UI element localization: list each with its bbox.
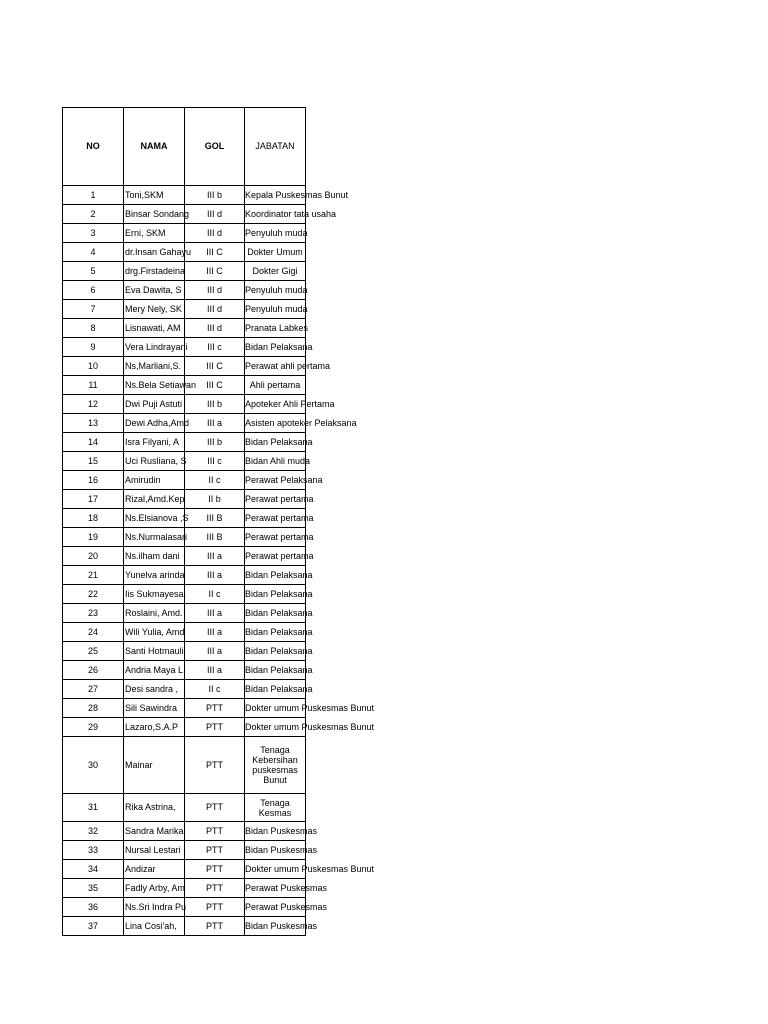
cell-jabatan bbox=[245, 737, 306, 794]
jabatan-text: Dokter umum Puskesmas Bunut bbox=[245, 702, 375, 713]
cell-gol: III a bbox=[185, 661, 245, 680]
cell-no: 16 bbox=[63, 471, 124, 490]
cell-jabatan bbox=[245, 205, 337, 224]
cell-nama: drg.Firstadeina bbox=[124, 262, 185, 281]
cell-no: 23 bbox=[63, 604, 124, 623]
cell-gol: III b bbox=[185, 433, 245, 452]
jabatan-text: Ahli pertama bbox=[249, 379, 301, 390]
cell-gol: PTT bbox=[185, 898, 245, 917]
cell-jabatan bbox=[245, 395, 335, 414]
table-row bbox=[63, 860, 306, 879]
cell-nama: Desi sandra , bbox=[124, 680, 185, 699]
cell-gol: III d bbox=[185, 205, 245, 224]
table-row bbox=[63, 566, 306, 585]
cell-nama: Roslaini, Amd. bbox=[124, 604, 185, 623]
header-jabatan: JABATAN bbox=[245, 108, 306, 186]
jabatan-text: Perawat pertama bbox=[245, 531, 314, 542]
cell-gol: PTT bbox=[185, 841, 245, 860]
table-row bbox=[63, 395, 306, 414]
cell-no: 28 bbox=[63, 699, 124, 718]
cell-nama: Dwi Puji Astuti bbox=[124, 395, 185, 414]
cell-no: 18 bbox=[63, 509, 124, 528]
table-row bbox=[63, 224, 306, 243]
table-row bbox=[63, 338, 306, 357]
cell-gol: III C bbox=[185, 376, 245, 395]
table-body bbox=[63, 186, 375, 936]
cell-nama: Ns.Bela Setiawan bbox=[124, 376, 185, 395]
cell-no: 22 bbox=[63, 585, 124, 604]
cell-no: 34 bbox=[63, 860, 124, 879]
cell-no: 30 bbox=[63, 737, 124, 794]
header-row bbox=[63, 108, 306, 186]
cell-no: 27 bbox=[63, 680, 124, 699]
jabatan-text: Bidan Puskesmas bbox=[245, 844, 318, 855]
cell-no: 8 bbox=[63, 319, 124, 338]
jabatan-text: Tenaga Kebersihan puskesmas Bunut bbox=[252, 745, 298, 785]
table-row bbox=[63, 243, 306, 262]
jabatan-text: Bidan Ahli muda bbox=[245, 455, 311, 466]
cell-no: 24 bbox=[63, 623, 124, 642]
table-row bbox=[63, 471, 306, 490]
cell-jabatan bbox=[245, 661, 313, 680]
table-row bbox=[63, 452, 306, 471]
cell-jabatan bbox=[245, 433, 313, 452]
cell-gol: III a bbox=[185, 414, 245, 433]
cell-no: 3 bbox=[63, 224, 124, 243]
cell-gol: PTT bbox=[185, 879, 245, 898]
cell-gol: PTT bbox=[185, 737, 245, 794]
cell-jabatan bbox=[245, 623, 313, 642]
table-row bbox=[63, 281, 306, 300]
staff-table-container bbox=[62, 107, 375, 936]
cell-jabatan bbox=[245, 604, 313, 623]
jabatan-text: Penyuluh muda bbox=[245, 227, 308, 238]
cell-gol: PTT bbox=[185, 699, 245, 718]
cell-nama: dr.Insan Gahayu bbox=[124, 243, 185, 262]
cell-gol: III c bbox=[185, 338, 245, 357]
jabatan-text: Bidan Pelaksana bbox=[245, 683, 313, 694]
cell-nama: Uci Rusliana, S bbox=[124, 452, 185, 471]
table-row bbox=[63, 642, 306, 661]
cell-no: 17 bbox=[63, 490, 124, 509]
jabatan-text: Bidan Pelaksana bbox=[245, 645, 313, 656]
table-row bbox=[63, 794, 306, 822]
cell-nama: Binsar Sondang bbox=[124, 205, 185, 224]
jabatan-text: Bidan Pelaksana bbox=[245, 569, 313, 580]
jabatan-text: Koordinator tata usaha bbox=[245, 208, 337, 219]
cell-jabatan bbox=[245, 357, 331, 376]
jabatan-text: Bidan Pelaksana bbox=[245, 588, 313, 599]
cell-no: 20 bbox=[63, 547, 124, 566]
cell-no: 19 bbox=[63, 528, 124, 547]
cell-jabatan bbox=[245, 822, 318, 841]
cell-nama: Dewi Adha,Amd bbox=[124, 414, 185, 433]
cell-no: 37 bbox=[63, 917, 124, 936]
cell-jabatan bbox=[245, 338, 313, 357]
cell-jabatan bbox=[245, 699, 375, 718]
cell-gol: III d bbox=[185, 319, 245, 338]
cell-nama: Rika Astrina, bbox=[124, 794, 185, 822]
cell-jabatan bbox=[245, 860, 375, 879]
cell-gol: PTT bbox=[185, 718, 245, 737]
cell-gol: III C bbox=[185, 357, 245, 376]
cell-nama: Toni,SKM bbox=[124, 186, 185, 205]
cell-gol: III a bbox=[185, 642, 245, 661]
cell-nama: Ns,Marliani,S. bbox=[124, 357, 185, 376]
cell-nama: Lina Cosi'ah, bbox=[124, 917, 185, 936]
table-row bbox=[63, 319, 306, 338]
jabatan-text: Tenaga Kesmas bbox=[258, 797, 292, 818]
cell-no: 33 bbox=[63, 841, 124, 860]
cell-gol: II c bbox=[185, 585, 245, 604]
table-row bbox=[63, 528, 306, 547]
cell-jabatan bbox=[245, 414, 357, 433]
table-row bbox=[63, 300, 306, 319]
table-row bbox=[63, 433, 306, 452]
cell-no: 2 bbox=[63, 205, 124, 224]
cell-no: 12 bbox=[63, 395, 124, 414]
cell-nama: Vera Lindrayani bbox=[124, 338, 185, 357]
cell-jabatan bbox=[245, 376, 306, 395]
table-row bbox=[63, 917, 306, 936]
table-row bbox=[63, 879, 306, 898]
cell-jabatan bbox=[245, 452, 311, 471]
cell-no: 13 bbox=[63, 414, 124, 433]
jabatan-text: Perawat Pelaksana bbox=[245, 474, 323, 485]
cell-no: 32 bbox=[63, 822, 124, 841]
cell-jabatan bbox=[245, 917, 318, 936]
header-no: NO bbox=[63, 108, 124, 186]
cell-jabatan bbox=[245, 186, 349, 205]
cell-nama: Ns.Nurmalasari bbox=[124, 528, 185, 547]
cell-no: 29 bbox=[63, 718, 124, 737]
cell-gol: III d bbox=[185, 281, 245, 300]
jabatan-text: Perawat pertama bbox=[245, 512, 314, 523]
table-row bbox=[63, 604, 306, 623]
cell-jabatan bbox=[245, 319, 309, 338]
cell-no: 9 bbox=[63, 338, 124, 357]
table-row bbox=[63, 680, 306, 699]
cell-gol: III a bbox=[185, 566, 245, 585]
staff-table bbox=[62, 107, 375, 936]
cell-jabatan bbox=[245, 585, 313, 604]
cell-no: 21 bbox=[63, 566, 124, 585]
jabatan-text: Bidan Puskesmas bbox=[245, 920, 318, 931]
jabatan-text: Perawat ahli pertama bbox=[245, 360, 331, 371]
jabatan-text: Apoteker Ahli Pertama bbox=[245, 398, 335, 409]
cell-nama: Lazaro,S.A.P bbox=[124, 718, 185, 737]
cell-jabatan bbox=[245, 281, 306, 300]
cell-jabatan bbox=[245, 879, 328, 898]
cell-jabatan bbox=[245, 547, 314, 566]
cell-nama: Lisnawati, AM bbox=[124, 319, 185, 338]
cell-nama: Isra Filyani, A bbox=[124, 433, 185, 452]
jabatan-text: Dokter Umum bbox=[247, 246, 303, 257]
table-row bbox=[63, 623, 306, 642]
jabatan-text: Bidan Puskesmas bbox=[245, 825, 318, 836]
cell-nama: Mery Nely, SK bbox=[124, 300, 185, 319]
cell-jabatan bbox=[245, 794, 306, 822]
cell-no: 36 bbox=[63, 898, 124, 917]
jabatan-text: Asisten apoteker Pelaksana bbox=[245, 417, 357, 428]
table-row bbox=[63, 699, 306, 718]
jabatan-text: Kepala Puskesmas Bunut bbox=[245, 189, 349, 200]
cell-jabatan bbox=[245, 490, 314, 509]
cell-nama: Wili Yulia, Amd bbox=[124, 623, 185, 642]
table-row bbox=[63, 718, 306, 737]
cell-nama: Ns.Elsianova ,S bbox=[124, 509, 185, 528]
cell-gol: III a bbox=[185, 547, 245, 566]
cell-nama: Andizar bbox=[124, 860, 185, 879]
cell-nama: Eva Dawita, S bbox=[124, 281, 185, 300]
cell-no: 5 bbox=[63, 262, 124, 281]
cell-gol: III b bbox=[185, 395, 245, 414]
cell-nama: Santi Hotmauli bbox=[124, 642, 185, 661]
cell-jabatan bbox=[245, 642, 313, 661]
jabatan-text: Bidan Pelaksana bbox=[245, 664, 313, 675]
table-row bbox=[63, 509, 306, 528]
cell-no: 31 bbox=[63, 794, 124, 822]
cell-nama: Yunelva arinda bbox=[124, 566, 185, 585]
cell-jabatan bbox=[245, 841, 318, 860]
cell-nama: Sili Sawindra bbox=[124, 699, 185, 718]
table-row bbox=[63, 414, 306, 433]
jabatan-text: Dokter Gigi bbox=[252, 265, 298, 276]
cell-nama: Ns.Sri Indra Pu bbox=[124, 898, 185, 917]
cell-gol: II b bbox=[185, 490, 245, 509]
table-row bbox=[63, 585, 306, 604]
cell-nama: Andria Maya L bbox=[124, 661, 185, 680]
cell-gol: III B bbox=[185, 528, 245, 547]
cell-gol: III B bbox=[185, 509, 245, 528]
cell-nama: Ns.ilham dani bbox=[124, 547, 185, 566]
cell-gol: III a bbox=[185, 604, 245, 623]
cell-jabatan bbox=[245, 224, 306, 243]
table-row bbox=[63, 186, 306, 205]
cell-nama: Amirudin bbox=[124, 471, 185, 490]
table-row bbox=[63, 357, 306, 376]
cell-gol: III C bbox=[185, 243, 245, 262]
jabatan-text: Perawat Puskesmas bbox=[245, 882, 328, 893]
table-row bbox=[63, 737, 306, 794]
cell-jabatan bbox=[245, 718, 375, 737]
cell-no: 1 bbox=[63, 186, 124, 205]
cell-no: 26 bbox=[63, 661, 124, 680]
cell-gol: III C bbox=[185, 262, 245, 281]
table-row bbox=[63, 661, 306, 680]
cell-nama: Fadly Arby, Am bbox=[124, 879, 185, 898]
jabatan-text: Dokter umum Puskesmas Bunut bbox=[245, 721, 375, 732]
cell-jabatan bbox=[245, 680, 313, 699]
table-row bbox=[63, 898, 306, 917]
cell-jabatan bbox=[245, 566, 313, 585]
cell-no: 35 bbox=[63, 879, 124, 898]
cell-gol: PTT bbox=[185, 822, 245, 841]
cell-gol: III d bbox=[185, 300, 245, 319]
cell-no: 25 bbox=[63, 642, 124, 661]
cell-gol: PTT bbox=[185, 860, 245, 879]
cell-no: 4 bbox=[63, 243, 124, 262]
cell-nama: Sandra Marika bbox=[124, 822, 185, 841]
jabatan-text: Perawat Puskesmas bbox=[245, 901, 328, 912]
cell-nama: Iis Sukmayesa, bbox=[124, 585, 185, 604]
cell-jabatan bbox=[245, 528, 314, 547]
cell-jabatan bbox=[245, 262, 306, 281]
cell-jabatan bbox=[245, 243, 306, 262]
cell-no: 6 bbox=[63, 281, 124, 300]
header-nama: NAMA bbox=[124, 108, 185, 186]
jabatan-text: Perawat pertama bbox=[245, 493, 314, 504]
jabatan-text: Bidan Pelaksana bbox=[245, 626, 313, 637]
cell-gol: III b bbox=[185, 186, 245, 205]
table-row bbox=[63, 490, 306, 509]
cell-no: 7 bbox=[63, 300, 124, 319]
cell-gol: III c bbox=[185, 452, 245, 471]
cell-jabatan bbox=[245, 509, 314, 528]
cell-jabatan bbox=[245, 471, 323, 490]
cell-nama: Erni, SKM bbox=[124, 224, 185, 243]
cell-no: 14 bbox=[63, 433, 124, 452]
table-row bbox=[63, 376, 306, 395]
table-row bbox=[63, 841, 306, 860]
cell-gol: II c bbox=[185, 680, 245, 699]
cell-nama: Nursal Lestari bbox=[124, 841, 185, 860]
cell-no: 10 bbox=[63, 357, 124, 376]
cell-gol: II c bbox=[185, 471, 245, 490]
cell-no: 15 bbox=[63, 452, 124, 471]
cell-jabatan bbox=[245, 898, 328, 917]
table-row bbox=[63, 262, 306, 281]
jabatan-text: Perawat pertama bbox=[245, 550, 314, 561]
cell-gol: III d bbox=[185, 224, 245, 243]
header-gol: GOL bbox=[185, 108, 245, 186]
table-row bbox=[63, 547, 306, 566]
cell-gol: III a bbox=[185, 623, 245, 642]
cell-nama: Rizal,Amd.Kep bbox=[124, 490, 185, 509]
table-row bbox=[63, 205, 306, 224]
jabatan-text: Pranata Labkes bbox=[245, 322, 309, 333]
jabatan-text: Penyuluh muda bbox=[245, 303, 308, 314]
jabatan-text: Bidan Pelaksana bbox=[245, 341, 313, 352]
cell-gol: PTT bbox=[185, 794, 245, 822]
cell-jabatan bbox=[245, 300, 306, 319]
jabatan-text: Bidan Pelaksana bbox=[245, 436, 313, 447]
table-row bbox=[63, 822, 306, 841]
cell-gol: PTT bbox=[185, 917, 245, 936]
jabatan-text: Dokter umum Puskesmas Bunut bbox=[245, 863, 375, 874]
jabatan-text: Bidan Pelaksana bbox=[245, 607, 313, 618]
cell-nama: Mainar bbox=[124, 737, 185, 794]
jabatan-text: Penyuluh muda bbox=[245, 284, 308, 295]
cell-no: 11 bbox=[63, 376, 124, 395]
